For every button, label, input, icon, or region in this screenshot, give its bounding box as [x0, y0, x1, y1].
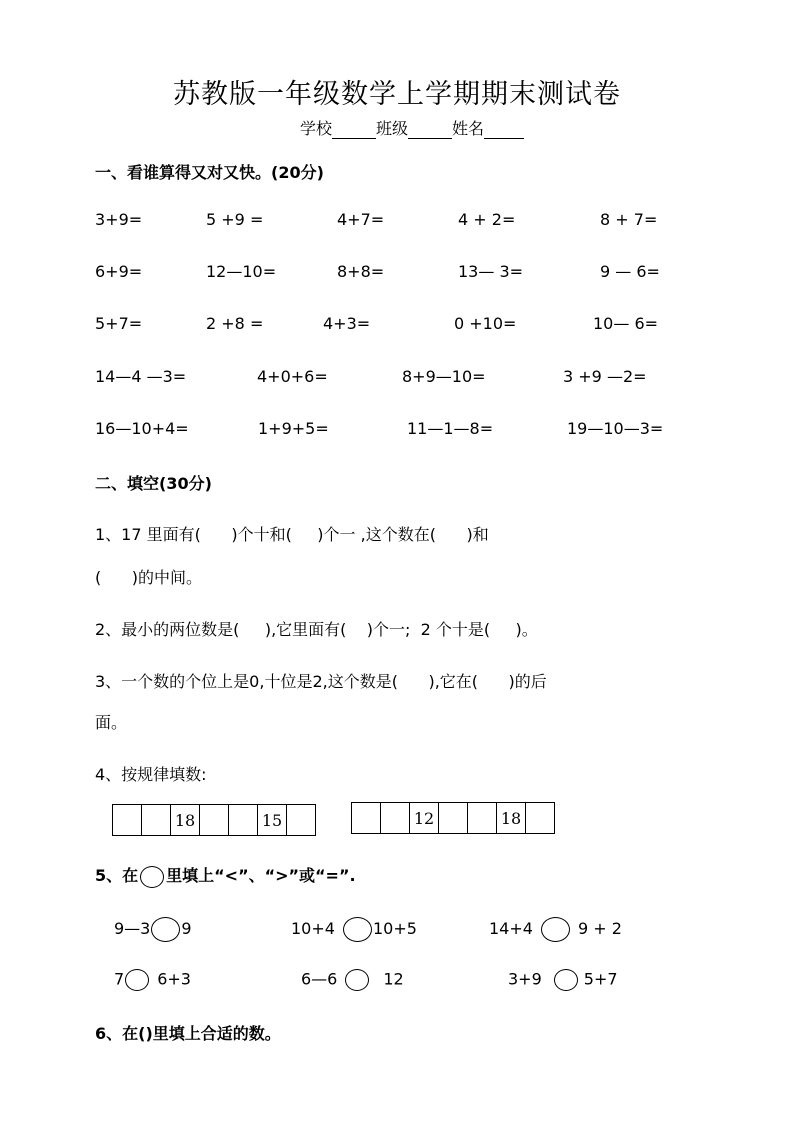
sequence-grid-1: [112, 804, 316, 836]
calc-item: 14—4 —3=: [95, 367, 187, 386]
calc-item: 4+3=: [323, 314, 371, 333]
calc-item: 8+8=: [337, 262, 385, 281]
question-6: 6、在()里填上合适的数。: [95, 1024, 281, 1043]
student-info: [300, 116, 524, 139]
circle-icon: [140, 866, 164, 888]
calc-item: 3 +9 —2=: [563, 367, 647, 386]
compare-circle[interactable]: [345, 969, 369, 991]
sequence-cell[interactable]: [142, 805, 171, 836]
calc-item: 5+7=: [95, 314, 143, 333]
sequence-cell: 15: [258, 805, 287, 836]
sequence-cell: 12: [410, 803, 439, 834]
sequence-cell[interactable]: [439, 803, 468, 834]
compare-item: 3+9 5+7: [508, 969, 618, 991]
sequence-cell[interactable]: [352, 803, 381, 834]
calc-item: 5 +9 =: [206, 210, 264, 229]
calc-item: 9 — 6=: [600, 262, 660, 281]
compare-circle[interactable]: [343, 917, 372, 942]
question-5: [95, 863, 356, 888]
calc-item: 4+0+6=: [257, 367, 328, 386]
question-3-line-1: 3、一个数的个位上是0,十位是2,这个数是( ),它在( )的后: [95, 672, 547, 691]
school-label: 学校: [300, 119, 333, 138]
calc-item: 8+9—10=: [402, 367, 486, 386]
calc-item: 6+9=: [95, 262, 143, 281]
calc-item: 12—10=: [206, 262, 277, 281]
name-blank[interactable]: [484, 122, 524, 139]
calc-item: 3+9=: [95, 210, 143, 229]
sequence-cell[interactable]: [381, 803, 410, 834]
sequence-cell: 18: [171, 805, 200, 836]
calc-item: 16—10+4=: [95, 419, 189, 438]
compare-item: 6—6 12: [301, 969, 404, 991]
calc-item: 10— 6=: [593, 314, 659, 333]
name-label: 姓名: [452, 119, 485, 138]
calc-item: 8 + 7=: [600, 210, 658, 229]
calc-item: 4 + 2=: [458, 210, 516, 229]
calc-item: 1+9+5=: [258, 419, 329, 438]
page-title: 苏教版一年级数学上学期期末测试卷: [173, 79, 621, 110]
calc-item: 0 +10=: [454, 314, 517, 333]
calc-item: 4+7=: [337, 210, 385, 229]
section-2-heading: 二、填空(30分): [95, 474, 212, 493]
question-3-line-2: 面。: [95, 713, 128, 732]
sequence-cell[interactable]: [526, 803, 555, 834]
class-label: 班级: [376, 119, 409, 138]
sequence-cell: 18: [497, 803, 526, 834]
sequence-cell[interactable]: [200, 805, 229, 836]
sequence-cell[interactable]: [287, 805, 316, 836]
section-1-heading: 一、看谁算得又对又快。(20分): [95, 163, 324, 182]
compare-circle[interactable]: [541, 917, 570, 942]
compare-circle[interactable]: [554, 969, 578, 991]
question-1-line-1: 1、17 里面有( )个十和( )个一 ,这个数在( )和: [95, 525, 489, 544]
compare-item: 14+4 9 + 2: [489, 917, 622, 942]
sequence-cell[interactable]: [229, 805, 258, 836]
calc-item: 13— 3=: [458, 262, 524, 281]
question-5-suffix: 里填上“<”、“>”或“=”.: [166, 866, 356, 885]
school-blank[interactable]: [332, 122, 376, 139]
question-1-line-2: ( )的中间。: [95, 568, 203, 587]
calc-item: 2 +8 =: [206, 314, 264, 333]
calc-item: 11—1—8=: [407, 419, 494, 438]
compare-circle[interactable]: [125, 969, 149, 991]
compare-item: 7 6+3: [114, 969, 191, 991]
question-5-prefix: 5、在: [95, 866, 139, 885]
calc-item: 19—10—3=: [567, 419, 664, 438]
sequence-cell[interactable]: [468, 803, 497, 834]
compare-circle[interactable]: [151, 917, 180, 942]
compare-item: 9—3 9: [114, 917, 192, 942]
sequence-grid-2: [351, 802, 555, 834]
question-2: 2、最小的两位数是( ),它里面有( )个一; 2 个十是( )。: [95, 620, 538, 639]
sequence-cell[interactable]: [113, 805, 142, 836]
question-4: 4、按规律填数:: [95, 765, 207, 784]
compare-item: 10+4 10+5: [291, 917, 417, 942]
class-blank[interactable]: [408, 122, 452, 139]
